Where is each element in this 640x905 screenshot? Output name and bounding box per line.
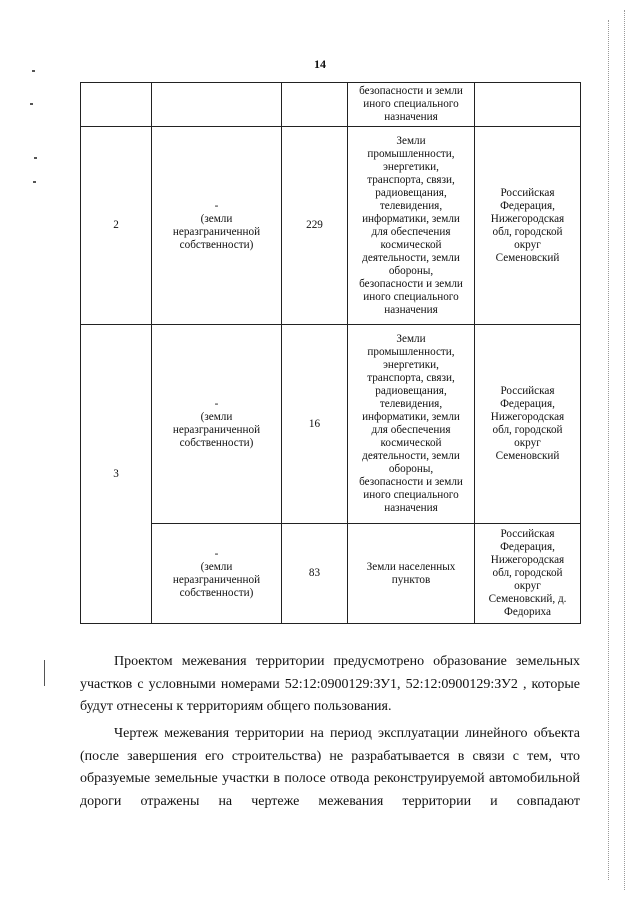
text-line: Семеновский: [495, 450, 560, 462]
text-line: для обеспечения: [371, 424, 451, 436]
owner-cell: [152, 127, 282, 325]
text-line: Российская: [500, 528, 555, 540]
table-row: [81, 83, 581, 127]
area-cell: 16: [282, 325, 348, 524]
text-line: транспорта, связи,: [367, 173, 455, 186]
text-line: Нижегородская: [490, 554, 565, 566]
text-line: энергетики,: [383, 359, 439, 371]
scan-speck: [44, 660, 45, 686]
scan-edge-noise: [608, 20, 609, 880]
text-line: Нижегородская: [490, 212, 565, 225]
row-number-cell: 3: [81, 325, 152, 624]
text-line: назначения: [384, 502, 438, 514]
table-row: [81, 325, 581, 524]
text-line: транспорта, связи,: [367, 372, 455, 384]
category-cell: [348, 524, 475, 624]
text-line: обороны,: [388, 264, 434, 277]
text-line: Нижегородская: [490, 411, 565, 423]
owner-cell: [152, 325, 282, 524]
row-number-cell: [81, 83, 152, 127]
text-line: (земли: [200, 212, 233, 225]
text-line: информатики, земли: [362, 411, 460, 423]
page-number: 14: [314, 57, 326, 71]
location-cell: [475, 83, 581, 127]
text-line: Семеновский, д.: [488, 593, 567, 605]
text-line: телевидения,: [379, 199, 443, 212]
scan-speck: [30, 103, 33, 105]
scan-speck: [33, 181, 36, 183]
area-cell: 229: [282, 127, 348, 325]
text-line: собственности): [179, 586, 254, 599]
scan-edge-noise: [624, 10, 625, 890]
text-line: безопасности и земли: [359, 476, 463, 488]
text-line: неразграниченной: [172, 424, 261, 436]
text-line: обл, городской: [492, 424, 563, 436]
text-line: собственности): [179, 238, 254, 251]
text-line: безопасности и земли: [359, 85, 463, 97]
text-line: радиовещания,: [375, 385, 447, 397]
text-line: Земли: [396, 134, 426, 147]
table-row: [81, 127, 581, 325]
text-line: Российская: [500, 385, 555, 397]
location-cell: [475, 325, 581, 524]
table-row: [81, 524, 581, 624]
text-line: Российская: [500, 186, 555, 199]
text-line: информатики, земли: [362, 212, 460, 225]
text-line: Земли: [396, 333, 426, 345]
text-line: неразграниченной: [172, 573, 261, 586]
text-line: обл, городской: [492, 567, 563, 579]
scan-speck: [32, 70, 35, 72]
text-line: -: [214, 547, 219, 560]
text-line: Федерация,: [500, 199, 555, 212]
text-line: Семеновский: [495, 251, 560, 264]
text-line: назначения: [384, 111, 438, 123]
text-line: обл, городской: [492, 225, 563, 238]
text-line: иного специального: [363, 98, 459, 110]
text-line: Федерация,: [500, 398, 555, 410]
row-number-cell: 2: [81, 127, 152, 325]
text-line: Земли населенных: [366, 560, 456, 573]
text-line: округ: [514, 580, 541, 592]
text-line: назначения: [384, 303, 438, 316]
text-line: округ: [514, 437, 541, 449]
body-paragraph: [80, 723, 580, 814]
area-cell: [282, 83, 348, 127]
land-plots-table: [80, 82, 581, 624]
text-line: промышленности,: [367, 346, 455, 358]
body-paragraph: [80, 651, 580, 719]
text-line: телевидения,: [379, 398, 443, 410]
scan-speck: [34, 157, 37, 159]
location-cell: [475, 524, 581, 624]
text-line: энергетики,: [383, 160, 439, 173]
text-line: -: [214, 398, 219, 410]
text-line: деятельности, земли: [362, 450, 460, 462]
text-line: для обеспечения: [371, 225, 451, 238]
text-line: (земли: [200, 411, 233, 423]
text-line: промышленности,: [367, 147, 455, 160]
text-line: безопасности и земли: [359, 277, 463, 290]
category-cell: [348, 127, 475, 325]
text-line: пунктов: [391, 573, 431, 586]
location-cell: [475, 127, 581, 325]
text-line: Федерация,: [500, 541, 555, 553]
text-line: -: [214, 199, 219, 212]
text-line: обороны,: [388, 463, 434, 475]
text-line: неразграниченной: [172, 225, 261, 238]
category-cell: [348, 325, 475, 524]
paragraph-text: Проектом межевания территории предусмотрено образование земельных участков с условными номерами 52:12:0900129:ЗУ1, 52:12:0900129:ЗУ2 , которые будут отнесены к территориям общего пользования.: [80, 654, 580, 715]
owner-cell: [152, 83, 282, 127]
text-line: иного специального: [363, 290, 459, 303]
text-line: космической: [380, 437, 442, 449]
area-cell: 83: [282, 524, 348, 624]
text-line: деятельности, земли: [362, 251, 460, 264]
text-line: иного специального: [363, 489, 459, 501]
text-line: радиовещания,: [375, 186, 447, 199]
category-cell: [348, 83, 475, 127]
text-line: (земли: [200, 560, 233, 573]
table-body: [81, 83, 581, 624]
text-line: округ: [514, 238, 541, 251]
text-line: Федориха: [504, 606, 551, 618]
owner-cell: [152, 524, 282, 624]
text-line: собственности): [179, 437, 254, 449]
text-line: космической: [380, 238, 442, 251]
paragraph-text: Чертеж межевания территории на период эксплуатации линейного объекта (после завершения его строительства) не разрабатывается в связи с тем, что образуемые земельные участки в полосе отвода реконструируемой автомобильной дороги отражены на чертеже межевания территории и совпадают: [80, 726, 580, 810]
